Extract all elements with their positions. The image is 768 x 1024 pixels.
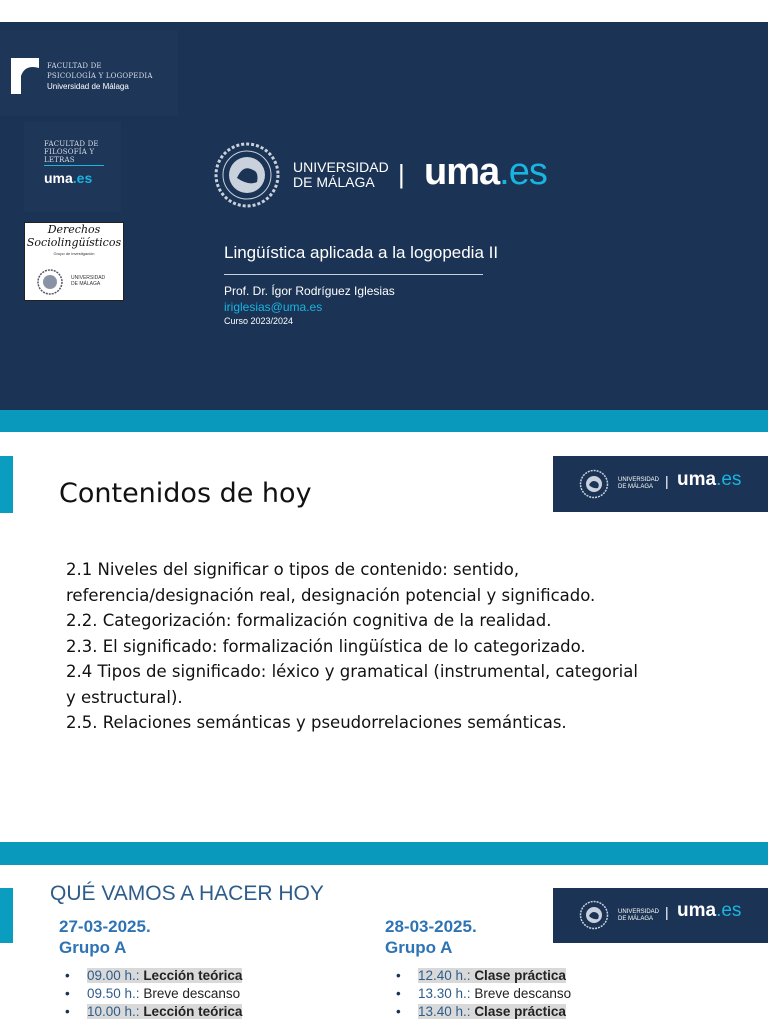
uma-brand-text: uma xyxy=(677,469,717,490)
slide-footer-band xyxy=(0,410,768,432)
schedule-list xyxy=(65,967,242,1021)
uma-brand-text: uma xyxy=(44,170,73,186)
uma-brand xyxy=(424,150,547,194)
uma-logo-badge xyxy=(553,888,768,943)
course-title: Lingüística aplicada a la logopedia II xyxy=(224,243,499,262)
contents-line: 2.2. Categorización: formalización cognitiva de la realidad. xyxy=(66,611,552,630)
schedule-date: 28-03-2025. xyxy=(385,917,477,936)
title-accent-tab xyxy=(0,456,13,513)
university-seal-icon xyxy=(579,900,609,930)
uni-name-line: DE MÁLAGA xyxy=(618,484,654,490)
bullet-icon: • xyxy=(396,1004,401,1019)
uma-brand xyxy=(677,900,741,922)
logo-separator: | xyxy=(665,473,669,489)
uma-brand-text: uma xyxy=(677,900,717,921)
contents-list xyxy=(66,557,638,736)
uma-brand-suffix: .es xyxy=(716,900,742,921)
logo-title-line: Derechos xyxy=(47,223,101,236)
schedule-item xyxy=(65,967,242,985)
schedule-activity: Breve descanso xyxy=(474,986,572,1001)
schedule-time: 13.40 h.: xyxy=(418,1004,471,1019)
derechos-sociolinguisticos-logo xyxy=(24,222,124,301)
faculty-name-line: FACULTAD DE xyxy=(47,62,102,70)
title-accent-tab xyxy=(0,888,13,943)
slide-header-band xyxy=(0,842,768,865)
schedule-group: Grupo A xyxy=(385,938,453,957)
uma-brand xyxy=(677,469,741,491)
schedule-time: 10.00 h.: xyxy=(87,1004,140,1019)
slide-title: QUÉ VAMOS A HACER HOY xyxy=(50,882,324,905)
schedule-time: 09.50 h.: xyxy=(87,986,140,1001)
uni-name-line: UNIVERSIDAD xyxy=(71,275,106,281)
schedule-time: 09.00 h.: xyxy=(87,968,140,983)
uni-name-line: DE MÁLAGA xyxy=(71,281,101,287)
logo-subtitle: Grupo de investigación xyxy=(53,251,95,256)
uni-name-line: DE MÁLAGA xyxy=(618,916,654,922)
schedule-date: 27-03-2025. xyxy=(59,917,151,936)
uma-brand-suffix: .es xyxy=(716,469,742,490)
faculty-name-line: LETRAS xyxy=(44,156,75,164)
faculty-emblem-icon xyxy=(9,56,41,96)
uma-logo-badge xyxy=(553,456,768,512)
logo-title-line: Sociolingüísticos xyxy=(26,236,122,249)
schedule-activity: Clase práctica xyxy=(474,1004,566,1019)
divider xyxy=(44,165,104,166)
uma-brand-text: uma xyxy=(424,151,500,193)
faculty-name-line: FILOSOFÍA Y xyxy=(44,148,95,156)
logo-separator: | xyxy=(398,159,405,189)
logo-separator: | xyxy=(665,904,669,920)
schedule-activity: Lección teórica xyxy=(143,1004,243,1019)
schedule-time: 13.30 h.: xyxy=(418,986,471,1001)
contents-line: y estructural). xyxy=(66,687,183,707)
university-name-line: UNIVERSIDAD xyxy=(293,159,389,175)
bullet-icon: • xyxy=(396,986,401,1001)
bullet-icon: • xyxy=(396,968,401,983)
university-name: Universidad de Málaga xyxy=(47,82,129,91)
contents-line: referencia/designación real, designación potencial y significado. xyxy=(66,585,596,605)
bullet-icon: • xyxy=(65,986,70,1001)
schedule-item xyxy=(396,1003,571,1021)
psychology-faculty-logo xyxy=(0,30,178,116)
schedule-time: 12.40 h.: xyxy=(418,968,471,983)
schedule-item xyxy=(65,985,242,1003)
contents-line: 2.1 Niveles del significar o tipos de contenido: sentido, xyxy=(66,560,520,579)
university-seal-icon xyxy=(213,142,281,208)
faculty-name-line: PSICOLOGÍA Y LOGOPEDIA xyxy=(47,72,153,80)
schedule-item xyxy=(396,985,571,1003)
schedule-item xyxy=(65,1003,242,1021)
schedule-activity: Breve descanso xyxy=(143,986,241,1001)
schedule-activity: Clase práctica xyxy=(474,968,566,983)
schedule-list xyxy=(396,967,571,1021)
contents-line: 2.3. El significado: formalización lingüística de lo categorizado. xyxy=(66,636,586,656)
professor-email[interactable]: iriglesias@uma.es xyxy=(224,300,323,314)
university-name-line: DE MÁLAGA xyxy=(293,174,375,190)
uma-brand-suffix: .es xyxy=(72,170,93,186)
uma-brand xyxy=(44,170,92,186)
bullet-icon: • xyxy=(65,1004,70,1019)
uni-name-line: UNIVERSIDAD xyxy=(618,909,660,915)
university-seal-icon xyxy=(579,469,609,499)
contents-line: 2.5. Relaciones semánticas y pseudorrelaciones semánticas. xyxy=(66,713,567,732)
professor-name: Prof. Dr. Ígor Rodríguez Iglesias xyxy=(224,284,395,298)
university-seal-icon xyxy=(37,269,63,295)
title-divider xyxy=(224,274,483,275)
faculty-name-line: FACULTAD DE xyxy=(44,140,99,148)
uni-name-line: UNIVERSIDAD xyxy=(618,477,660,483)
philosophy-faculty-logo xyxy=(24,122,121,212)
schedule-activity: Lección teórica xyxy=(143,968,243,983)
uma-brand-suffix: .es xyxy=(499,151,547,193)
bullet-icon: • xyxy=(65,968,70,983)
schedule-item xyxy=(396,967,571,985)
contents-line: 2.4 Tipos de significado: léxico y gramatical (instrumental, categorial xyxy=(66,662,638,681)
academic-year: Curso 2023/2024 xyxy=(224,316,294,326)
schedule-group: Grupo A xyxy=(59,938,127,957)
slide-title: Contenidos de hoy xyxy=(59,478,312,509)
